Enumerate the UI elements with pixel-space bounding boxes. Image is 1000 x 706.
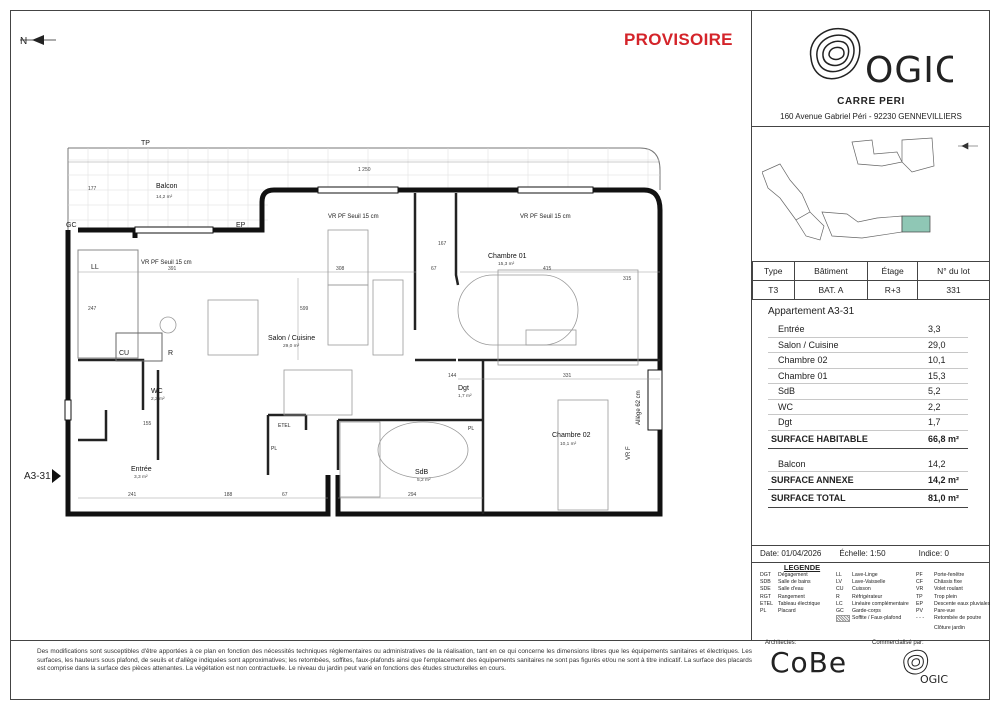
window-salon-label: VR PF Seuil 15 cm <box>328 214 379 220</box>
legend-item: Descente eaux pluviales <box>934 600 991 607</box>
room-chambre02-label: Chambre 02 <box>552 432 591 439</box>
legend-item: PV <box>916 608 923 615</box>
room-entree-area: 3,3 m² <box>134 475 148 480</box>
ogic-logo-text: OGIC <box>865 50 953 90</box>
project-name: CARRE PERI <box>837 96 905 107</box>
legend-item <box>916 625 934 632</box>
surface-table <box>768 322 968 508</box>
ogic-small-logo <box>900 646 950 686</box>
dim-67b: 67 <box>282 492 288 498</box>
key-plan-highlight <box>902 216 930 232</box>
hatch-swatch-icon <box>836 615 850 622</box>
surface-annexe-row <box>768 472 968 490</box>
legend-item: Soffite / Faux-plafond <box>852 615 902 622</box>
legend-item: Lave-Vaisselle <box>852 579 886 586</box>
surface-total-value: 81,0 m² <box>928 493 960 503</box>
surface-row-value: 10,1 <box>928 355 946 365</box>
gc-label: GC <box>66 222 77 229</box>
legend-item: Retombée de poutre <box>934 615 982 622</box>
key-plan <box>762 132 982 252</box>
legend-item: Trop plein <box>934 593 957 600</box>
legend-item: Tableau électrique <box>778 600 821 607</box>
legend-item <box>760 625 778 632</box>
legend-item: SDB <box>760 579 771 586</box>
info-type: T3 <box>753 281 795 300</box>
legend-item: Lave-Linge <box>852 572 878 578</box>
surface-habitable-value: 66,8 m² <box>928 433 960 444</box>
room-sdb-label: SdB <box>415 469 429 476</box>
room-salon-area: 29,0 m² <box>283 344 300 349</box>
surface-row-name: Entrée <box>778 324 805 334</box>
legend-item: LC <box>836 600 843 607</box>
compass-letter: N <box>20 36 28 47</box>
surface-row-value: 3,3 <box>928 324 941 334</box>
dim-177: 177 <box>88 186 97 192</box>
plan-meta <box>752 545 990 563</box>
info-etage: R+3 <box>868 281 918 300</box>
surface-row <box>768 369 968 385</box>
dim-599: 599 <box>300 306 309 312</box>
footer-divider <box>10 640 990 641</box>
legend-item <box>836 625 852 632</box>
surface-habitable-label: SURFACE HABITABLE <box>771 433 868 444</box>
info-header-batiment: Bâtiment <box>794 262 868 281</box>
room-chambre01-label: Chambre 01 <box>488 253 527 260</box>
legend-item: Pare-vue <box>934 608 956 615</box>
unit-arrow-icon <box>52 469 61 483</box>
legend-item <box>836 615 852 625</box>
plan-index: Indice: 0 <box>918 549 949 558</box>
legend-item: EP <box>916 600 923 607</box>
legend-item: Salle d'eau <box>778 586 804 593</box>
ogic-logo <box>803 20 953 90</box>
surface-row-name: Salon / Cuisine <box>778 339 839 350</box>
commercialise-label: Commercialisé par: <box>872 640 924 646</box>
legend-item: Dégagement <box>778 572 808 578</box>
vr-f-label: VR F <box>626 446 632 460</box>
ll-label: LL <box>91 264 99 271</box>
cobe-logo: CoBe <box>770 646 848 679</box>
legend-item: Clôture jardin <box>934 625 965 632</box>
surface-habitable-row <box>768 431 968 449</box>
legend-item <box>760 615 778 625</box>
ep-label: EP <box>236 222 246 229</box>
dim-188: 188 <box>224 492 233 498</box>
window-kitchen-label: VR PF Seuil 15 cm <box>141 260 192 266</box>
surface-total-label: SURFACE TOTAL <box>771 493 846 503</box>
dim-415: 415 <box>543 266 552 272</box>
surface-row-name: Balcon <box>778 458 806 469</box>
legend-item: PF <box>916 572 923 578</box>
floor-plan <box>28 130 718 530</box>
legend-item: VR <box>916 586 924 593</box>
legend-item: SDE <box>760 586 771 593</box>
legend-item: Garde-corps <box>852 608 881 615</box>
legend-item: CU <box>836 586 844 593</box>
surface-row-name: WC <box>778 401 793 412</box>
legend-item: Porte-fenêtre <box>934 572 965 578</box>
legend-title: LEGENDE <box>783 563 821 572</box>
pl-label: PL <box>271 446 278 452</box>
dim-67: 67 <box>431 266 437 272</box>
dim-315: 315 <box>623 276 632 282</box>
info-lot: 331 <box>917 281 989 300</box>
legend-item: TP <box>916 593 923 600</box>
surface-row-value: 1,7 <box>928 417 941 427</box>
legend-item: - - - <box>916 615 925 622</box>
room-balcon-label: Balcon <box>156 183 178 190</box>
surface-annexe-label: SURFACE ANNEXE <box>771 475 854 485</box>
surface-row-name: Chambre 02 <box>778 355 828 365</box>
dim-1250: 1 250 <box>358 167 371 173</box>
room-salon-label: Salon / Cuisine <box>268 335 316 342</box>
legend-item: LL <box>836 572 842 578</box>
legend-item: Cuisson <box>852 586 871 593</box>
legend-item: Châssis fixe <box>934 579 962 586</box>
legend <box>760 572 991 633</box>
legend-item: Réfrigérateur <box>852 593 883 600</box>
room-dgt-label: Dgt <box>458 385 469 392</box>
apartment-title: Appartement A3-31 <box>768 306 855 317</box>
dim-247: 247 <box>88 306 97 312</box>
legend-item: Linéaire complémentaire <box>852 600 909 607</box>
window-chambre01-label: VR PF Seuil 15 cm <box>520 214 571 220</box>
dim-144: 144 <box>448 373 457 379</box>
dim-167: 167 <box>438 241 447 247</box>
room-balcon-area: 14,2 m² <box>156 195 173 200</box>
etel-label: ETEL <box>278 423 291 429</box>
panel-rule <box>752 126 990 127</box>
disclaimer-text: Des modifications sont susceptibles d'être apportées à ce plan en fonction des nécessités techniques réglementaires ou administratives de la réalisation, tant en ce qui concerne les dimensions libres que les équipements sanitaires et électriques. Les surfaces, les hauteurs sous plafond, de seuils et d'allège indiquées sont approximatives; les retombées, soffites, faux-plafonds ainsi que l'emplacement des équipements sanitaires ne sont pas figurés et/ou ne sont à titre indicatif. La surface des placards est comprise dans la surface des pièces attenantes. La végétation est non contractuelle. Le niveau du jardin peut varié en fonctions des études structurelles en cours. <box>37 648 752 673</box>
room-wc-area: 2,2 m² <box>151 397 165 402</box>
dim-308: 308 <box>336 266 345 272</box>
surface-row-name: Chambre 01 <box>778 370 828 381</box>
north-arrow-icon <box>18 30 58 52</box>
project-address: 160 Avenue Gabriel Péri - 92230 GENNEVILLIERS <box>780 112 962 121</box>
legend-item: Placard <box>778 608 796 615</box>
info-header-type: Type <box>753 262 795 281</box>
room-dgt-area: 1,7 m² <box>458 394 472 399</box>
legend-item: Volet roulant <box>934 586 963 593</box>
info-header-etage: Étage <box>868 262 918 281</box>
allege-label: Allège 62 cm <box>636 390 642 425</box>
surface-row <box>768 384 968 400</box>
pl2-label: PL <box>468 426 475 432</box>
ogic-small-text: OGIC <box>920 673 949 686</box>
surface-annexe-value: 14,2 m² <box>928 475 960 485</box>
room-wc-label: WC <box>151 388 163 395</box>
legend-item: PL <box>760 608 767 615</box>
legend-item: GC <box>836 608 844 615</box>
surface-row <box>768 400 968 416</box>
info-table <box>752 261 990 300</box>
legend-item: Salle de bains <box>778 579 811 586</box>
surface-total-row <box>768 490 968 508</box>
plan-scale: Échelle: 1:50 <box>839 549 886 558</box>
dim-391: 391 <box>168 266 177 272</box>
legend-item: CF <box>916 579 923 586</box>
unit-tag: A3-31 <box>24 471 51 482</box>
architectes-label: Architectes: <box>765 640 797 646</box>
legend-item: R <box>836 593 840 600</box>
surface-row <box>768 415 968 431</box>
info-batiment: BAT. A <box>794 281 868 300</box>
legend-item <box>778 615 836 625</box>
cu-label: CU <box>119 350 130 357</box>
dim-294: 294 <box>408 492 417 498</box>
dim-241: 241 <box>128 492 137 498</box>
room-entree-label: Entrée <box>131 466 152 473</box>
legend-item: ETEL <box>760 600 773 607</box>
legend-item: LV <box>836 579 842 586</box>
legend-item: RGT <box>760 593 771 600</box>
room-chambre01-area: 15,3 m² <box>498 262 515 267</box>
dim-155: 155 <box>143 421 152 427</box>
surface-row-value: 5,2 <box>928 386 941 396</box>
surface-row <box>768 353 968 369</box>
legend-item: Rangement <box>778 593 805 600</box>
room-chambre02-area: 10,1 m² <box>560 442 577 447</box>
surface-row <box>768 322 968 338</box>
dim-331: 331 <box>563 373 572 379</box>
plan-date: Date: 01/04/2026 <box>760 549 822 558</box>
tp-label: TP <box>141 140 150 147</box>
surface-row-value: 14,2 <box>928 458 946 469</box>
surface-row <box>768 457 968 473</box>
info-header-lot: N° du lot <box>917 262 989 281</box>
legend-item <box>852 625 916 632</box>
surface-row-value: 15,3 <box>928 370 946 381</box>
r-label: R <box>168 350 174 357</box>
surface-row-name: SdB <box>778 386 796 396</box>
room-sdb-area: 5,2 m² <box>417 478 431 483</box>
status-label: PROVISOIRE <box>624 30 733 49</box>
surface-row-value: 2,2 <box>928 401 941 412</box>
legend-item <box>778 625 836 632</box>
surface-row <box>768 338 968 354</box>
surface-row-value: 29,0 <box>928 339 946 350</box>
legend-item: DGT <box>760 572 771 578</box>
surface-row-name: Dgt <box>778 417 793 427</box>
